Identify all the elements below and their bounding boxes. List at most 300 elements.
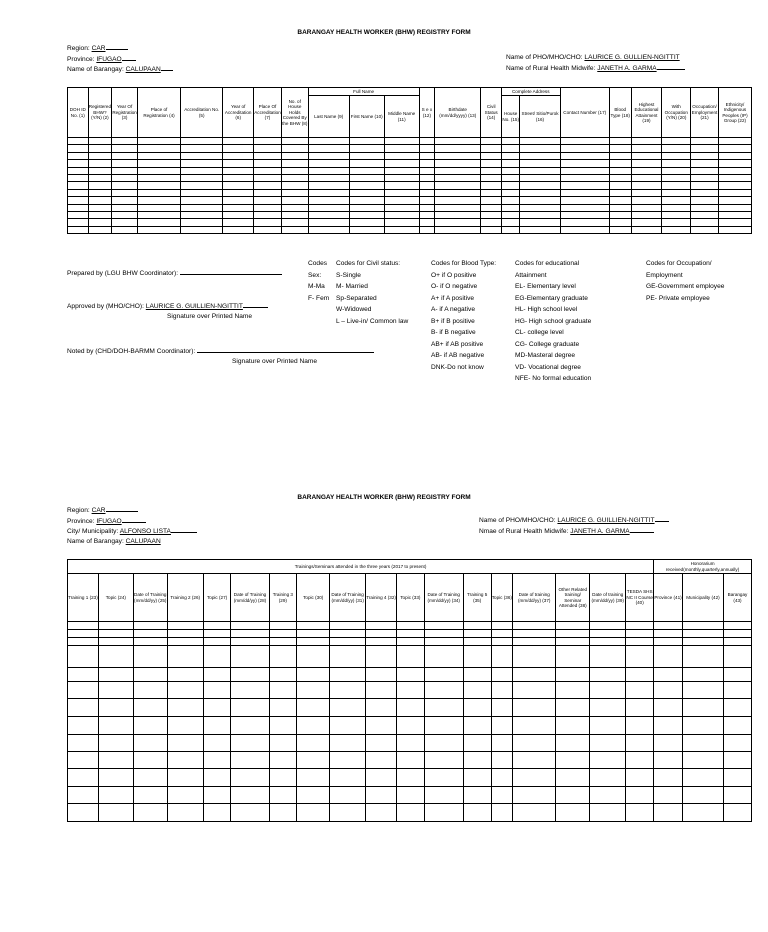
table-cell[interactable] xyxy=(297,682,330,699)
table-cell[interactable] xyxy=(556,622,590,630)
table-cell[interactable] xyxy=(435,197,481,204)
table-cell[interactable] xyxy=(491,717,513,735)
table-cell[interactable] xyxy=(349,189,384,196)
table-cell[interactable] xyxy=(724,717,752,735)
table-cell[interactable] xyxy=(254,197,282,204)
table-cell[interactable] xyxy=(501,174,520,181)
province-value-2[interactable]: IFUGAO xyxy=(96,517,122,525)
table-cell[interactable] xyxy=(330,804,366,822)
table-cell[interactable] xyxy=(297,804,330,822)
table-cell[interactable] xyxy=(556,638,590,646)
table-cell[interactable] xyxy=(281,152,308,159)
table-cell[interactable] xyxy=(419,226,434,233)
table-cell[interactable] xyxy=(662,138,691,145)
table-cell[interactable] xyxy=(133,646,167,668)
province-value[interactable]: IFUGAO xyxy=(96,55,122,63)
table-cell[interactable] xyxy=(366,735,397,752)
table-cell[interactable] xyxy=(463,646,491,668)
table-cell[interactable] xyxy=(590,804,626,822)
table-cell[interactable] xyxy=(631,197,662,204)
table-cell[interactable] xyxy=(203,630,231,638)
table-cell[interactable] xyxy=(112,204,138,211)
table-cell[interactable] xyxy=(724,752,752,769)
table-cell[interactable] xyxy=(513,717,556,735)
table-cell[interactable] xyxy=(626,638,654,646)
table-cell[interactable] xyxy=(269,787,297,804)
table-cell[interactable] xyxy=(167,804,203,822)
table-cell[interactable] xyxy=(513,638,556,646)
table-cell[interactable] xyxy=(203,682,231,699)
table-cell[interactable] xyxy=(297,787,330,804)
table-cell[interactable] xyxy=(223,189,254,196)
table-cell[interactable] xyxy=(384,189,419,196)
table-cell[interactable] xyxy=(137,152,180,159)
table-cell[interactable] xyxy=(501,189,520,196)
table-cell[interactable] xyxy=(481,204,502,211)
table-cell[interactable] xyxy=(181,167,223,174)
table-cell[interactable] xyxy=(424,769,463,787)
table-cell[interactable] xyxy=(424,717,463,735)
city-value[interactable]: ALFONSO LISTA xyxy=(119,528,171,536)
table-cell[interactable] xyxy=(424,622,463,630)
table-cell[interactable] xyxy=(481,145,502,152)
table-cell[interactable] xyxy=(590,682,626,699)
table-cell[interactable] xyxy=(682,699,723,717)
table-cell[interactable] xyxy=(137,167,180,174)
table-cell[interactable] xyxy=(724,630,752,638)
table-cell[interactable] xyxy=(463,769,491,787)
table-cell[interactable] xyxy=(513,668,556,682)
table-cell[interactable] xyxy=(435,145,481,152)
table-cell[interactable] xyxy=(254,204,282,211)
table-cell[interactable] xyxy=(384,204,419,211)
table-cell[interactable] xyxy=(223,226,254,233)
table-cell[interactable] xyxy=(68,752,99,769)
table-cell[interactable] xyxy=(481,160,502,167)
table-cell[interactable] xyxy=(654,630,683,638)
table-cell[interactable] xyxy=(481,226,502,233)
table-cell[interactable] xyxy=(68,668,99,682)
table-cell[interactable] xyxy=(223,145,254,152)
table-cell[interactable] xyxy=(384,226,419,233)
table-cell[interactable] xyxy=(626,804,654,822)
table-cell[interactable] xyxy=(231,787,269,804)
table-cell[interactable] xyxy=(520,174,560,181)
table-cell[interactable] xyxy=(88,145,112,152)
table-cell[interactable] xyxy=(366,787,397,804)
table-cell[interactable] xyxy=(68,174,89,181)
table-cell[interactable] xyxy=(691,167,719,174)
table-cell[interactable] xyxy=(513,699,556,717)
table-cell[interactable] xyxy=(626,735,654,752)
table-cell[interactable] xyxy=(349,152,384,159)
table-cell[interactable] xyxy=(167,735,203,752)
table-cell[interactable] xyxy=(330,622,366,630)
table-cell[interactable] xyxy=(590,638,626,646)
table-cell[interactable] xyxy=(463,752,491,769)
table-cell[interactable] xyxy=(631,138,662,145)
table-cell[interactable] xyxy=(481,167,502,174)
table-cell[interactable] xyxy=(724,787,752,804)
table-cell[interactable] xyxy=(501,152,520,159)
table-cell[interactable] xyxy=(435,204,481,211)
table-cell[interactable] xyxy=(654,717,683,735)
table-cell[interactable] xyxy=(98,735,133,752)
table-cell[interactable] xyxy=(520,226,560,233)
table-cell[interactable] xyxy=(718,189,751,196)
table-cell[interactable] xyxy=(223,182,254,189)
table-cell[interactable] xyxy=(98,752,133,769)
table-cell[interactable] xyxy=(556,682,590,699)
rhm-value[interactable]: JANETH A. GARMA xyxy=(597,64,657,72)
table-cell[interactable] xyxy=(281,145,308,152)
table-cell[interactable] xyxy=(137,160,180,167)
table-cell[interactable] xyxy=(112,152,138,159)
table-cell[interactable] xyxy=(167,622,203,630)
table-cell[interactable] xyxy=(269,735,297,752)
table-cell[interactable] xyxy=(590,735,626,752)
table-cell[interactable] xyxy=(88,138,112,145)
table-cell[interactable] xyxy=(491,668,513,682)
table-cell[interactable] xyxy=(366,752,397,769)
table-cell[interactable] xyxy=(297,769,330,787)
table-cell[interactable] xyxy=(419,211,434,218)
table-cell[interactable] xyxy=(609,204,631,211)
table-cell[interactable] xyxy=(133,638,167,646)
table-cell[interactable] xyxy=(68,152,89,159)
table-cell[interactable] xyxy=(654,769,683,787)
table-cell[interactable] xyxy=(137,145,180,152)
table-cell[interactable] xyxy=(281,167,308,174)
table-cell[interactable] xyxy=(631,189,662,196)
table-cell[interactable] xyxy=(231,717,269,735)
table-cell[interactable] xyxy=(691,219,719,226)
table-cell[interactable] xyxy=(167,699,203,717)
table-cell[interactable] xyxy=(68,167,89,174)
table-cell[interactable] xyxy=(231,735,269,752)
table-cell[interactable] xyxy=(520,204,560,211)
table-cell[interactable] xyxy=(384,160,419,167)
table-cell[interactable] xyxy=(231,682,269,699)
table-cell[interactable] xyxy=(654,646,683,668)
table-cell[interactable] xyxy=(682,682,723,699)
table-cell[interactable] xyxy=(463,787,491,804)
table-cell[interactable] xyxy=(98,646,133,668)
table-cell[interactable] xyxy=(68,638,99,646)
table-cell[interactable] xyxy=(631,145,662,152)
table-cell[interactable] xyxy=(491,804,513,822)
table-cell[interactable] xyxy=(181,189,223,196)
table-cell[interactable] xyxy=(501,197,520,204)
table-cell[interactable] xyxy=(68,182,89,189)
table-cell[interactable] xyxy=(366,638,397,646)
table-cell[interactable] xyxy=(662,152,691,159)
table-cell[interactable] xyxy=(396,638,424,646)
table-cell[interactable] xyxy=(269,638,297,646)
table-cell[interactable] xyxy=(724,668,752,682)
table-cell[interactable] xyxy=(112,197,138,204)
table-cell[interactable] xyxy=(396,682,424,699)
table-cell[interactable] xyxy=(112,189,138,196)
table-cell[interactable] xyxy=(691,138,719,145)
table-cell[interactable] xyxy=(223,138,254,145)
table-cell[interactable] xyxy=(590,668,626,682)
table-cell[interactable] xyxy=(556,717,590,735)
table-cell[interactable] xyxy=(419,182,434,189)
table-cell[interactable] xyxy=(691,204,719,211)
table-cell[interactable] xyxy=(631,219,662,226)
table-cell[interactable] xyxy=(366,717,397,735)
table-cell[interactable] xyxy=(556,804,590,822)
table-cell[interactable] xyxy=(718,211,751,218)
table-cell[interactable] xyxy=(501,145,520,152)
table-cell[interactable] xyxy=(435,160,481,167)
table-cell[interactable] xyxy=(68,189,89,196)
table-cell[interactable] xyxy=(384,145,419,152)
table-cell[interactable] xyxy=(223,152,254,159)
table-cell[interactable] xyxy=(724,735,752,752)
table-cell[interactable] xyxy=(590,630,626,638)
table-cell[interactable] xyxy=(349,145,384,152)
table-cell[interactable] xyxy=(112,145,138,152)
table-cell[interactable] xyxy=(133,630,167,638)
table-cell[interactable] xyxy=(297,622,330,630)
table-cell[interactable] xyxy=(112,160,138,167)
table-cell[interactable] xyxy=(68,211,89,218)
table-cell[interactable] xyxy=(718,138,751,145)
table-cell[interactable] xyxy=(167,717,203,735)
table-cell[interactable] xyxy=(654,682,683,699)
table-cell[interactable] xyxy=(231,622,269,630)
table-cell[interactable] xyxy=(203,668,231,682)
table-cell[interactable] xyxy=(98,699,133,717)
table-cell[interactable] xyxy=(203,622,231,630)
table-cell[interactable] xyxy=(682,787,723,804)
table-cell[interactable] xyxy=(691,160,719,167)
table-cell[interactable] xyxy=(366,646,397,668)
table-cell[interactable] xyxy=(396,646,424,668)
table-cell[interactable] xyxy=(269,668,297,682)
table-cell[interactable] xyxy=(308,189,349,196)
table-cell[interactable] xyxy=(590,699,626,717)
table-cell[interactable] xyxy=(181,174,223,181)
table-cell[interactable] xyxy=(513,646,556,668)
table-cell[interactable] xyxy=(349,182,384,189)
table-cell[interactable] xyxy=(463,682,491,699)
table-cell[interactable] xyxy=(662,189,691,196)
table-cell[interactable] xyxy=(133,735,167,752)
table-cell[interactable] xyxy=(626,646,654,668)
table-cell[interactable] xyxy=(88,189,112,196)
table-cell[interactable] xyxy=(254,167,282,174)
table-cell[interactable] xyxy=(231,630,269,638)
table-cell[interactable] xyxy=(297,752,330,769)
table-cell[interactable] xyxy=(590,717,626,735)
table-cell[interactable] xyxy=(556,769,590,787)
table-cell[interactable] xyxy=(181,152,223,159)
table-cell[interactable] xyxy=(463,717,491,735)
table-cell[interactable] xyxy=(308,204,349,211)
table-cell[interactable] xyxy=(68,197,89,204)
table-cell[interactable] xyxy=(88,211,112,218)
table-cell[interactable] xyxy=(560,160,609,167)
table-cell[interactable] xyxy=(254,219,282,226)
table-cell[interactable] xyxy=(181,182,223,189)
table-cell[interactable] xyxy=(560,174,609,181)
table-cell[interactable] xyxy=(281,219,308,226)
table-cell[interactable] xyxy=(330,646,366,668)
table-cell[interactable] xyxy=(269,622,297,630)
table-cell[interactable] xyxy=(330,752,366,769)
table-cell[interactable] xyxy=(254,189,282,196)
table-cell[interactable] xyxy=(68,735,99,752)
table-cell[interactable] xyxy=(98,717,133,735)
table-cell[interactable] xyxy=(297,717,330,735)
table-cell[interactable] xyxy=(491,769,513,787)
table-cell[interactable] xyxy=(281,138,308,145)
table-cell[interactable] xyxy=(254,145,282,152)
table-cell[interactable] xyxy=(724,622,752,630)
table-cell[interactable] xyxy=(654,735,683,752)
table-cell[interactable] xyxy=(491,699,513,717)
table-cell[interactable] xyxy=(68,204,89,211)
table-cell[interactable] xyxy=(98,769,133,787)
table-cell[interactable] xyxy=(560,204,609,211)
table-cell[interactable] xyxy=(556,752,590,769)
table-cell[interactable] xyxy=(463,735,491,752)
table-cell[interactable] xyxy=(481,219,502,226)
table-cell[interactable] xyxy=(133,787,167,804)
table-cell[interactable] xyxy=(269,646,297,668)
table-cell[interactable] xyxy=(501,167,520,174)
rhm-value-2[interactable]: JANETH A. GARMA xyxy=(570,527,630,535)
table-cell[interactable] xyxy=(231,752,269,769)
table-cell[interactable] xyxy=(137,174,180,181)
table-cell[interactable] xyxy=(384,211,419,218)
table-cell[interactable] xyxy=(654,668,683,682)
table-cell[interactable] xyxy=(203,769,231,787)
table-cell[interactable] xyxy=(682,717,723,735)
table-cell[interactable] xyxy=(112,226,138,233)
table-cell[interactable] xyxy=(419,204,434,211)
table-cell[interactable] xyxy=(682,735,723,752)
table-cell[interactable] xyxy=(501,226,520,233)
table-cell[interactable] xyxy=(691,197,719,204)
table-cell[interactable] xyxy=(366,668,397,682)
table-cell[interactable] xyxy=(223,197,254,204)
table-cell[interactable] xyxy=(435,226,481,233)
table-cell[interactable] xyxy=(691,182,719,189)
table-cell[interactable] xyxy=(609,197,631,204)
table-cell[interactable] xyxy=(68,226,89,233)
table-cell[interactable] xyxy=(520,189,560,196)
table-cell[interactable] xyxy=(98,804,133,822)
table-cell[interactable] xyxy=(654,699,683,717)
table-cell[interactable] xyxy=(501,211,520,218)
table-cell[interactable] xyxy=(330,630,366,638)
table-cell[interactable] xyxy=(254,138,282,145)
table-cell[interactable] xyxy=(724,699,752,717)
table-cell[interactable] xyxy=(281,182,308,189)
table-cell[interactable] xyxy=(556,668,590,682)
table-cell[interactable] xyxy=(419,219,434,226)
table-cell[interactable] xyxy=(384,174,419,181)
table-cell[interactable] xyxy=(718,167,751,174)
table-cell[interactable] xyxy=(349,167,384,174)
table-cell[interactable] xyxy=(223,219,254,226)
table-cell[interactable] xyxy=(254,182,282,189)
table-cell[interactable] xyxy=(609,152,631,159)
table-cell[interactable] xyxy=(435,174,481,181)
table-cell[interactable] xyxy=(396,699,424,717)
table-cell[interactable] xyxy=(68,145,89,152)
table-cell[interactable] xyxy=(626,752,654,769)
table-cell[interactable] xyxy=(308,167,349,174)
table-cell[interactable] xyxy=(424,804,463,822)
table-cell[interactable] xyxy=(297,630,330,638)
table-cell[interactable] xyxy=(330,769,366,787)
table-cell[interactable] xyxy=(435,189,481,196)
table-cell[interactable] xyxy=(424,638,463,646)
table-cell[interactable] xyxy=(435,211,481,218)
table-cell[interactable] xyxy=(396,630,424,638)
table-cell[interactable] xyxy=(463,699,491,717)
table-cell[interactable] xyxy=(112,219,138,226)
table-cell[interactable] xyxy=(520,167,560,174)
table-cell[interactable] xyxy=(556,630,590,638)
table-cell[interactable] xyxy=(609,182,631,189)
table-cell[interactable] xyxy=(133,699,167,717)
table-cell[interactable] xyxy=(520,219,560,226)
table-cell[interactable] xyxy=(88,152,112,159)
table-cell[interactable] xyxy=(513,735,556,752)
table-cell[interactable] xyxy=(181,138,223,145)
table-cell[interactable] xyxy=(481,152,502,159)
table-cell[interactable] xyxy=(396,735,424,752)
table-cell[interactable] xyxy=(560,211,609,218)
table-cell[interactable] xyxy=(167,646,203,668)
table-cell[interactable] xyxy=(203,646,231,668)
table-cell[interactable] xyxy=(556,699,590,717)
table-cell[interactable] xyxy=(609,160,631,167)
table-cell[interactable] xyxy=(626,668,654,682)
table-cell[interactable] xyxy=(308,138,349,145)
table-cell[interactable] xyxy=(112,167,138,174)
table-cell[interactable] xyxy=(590,752,626,769)
table-cell[interactable] xyxy=(384,167,419,174)
table-cell[interactable] xyxy=(167,787,203,804)
table-cell[interactable] xyxy=(137,219,180,226)
table-cell[interactable] xyxy=(419,167,434,174)
table-cell[interactable] xyxy=(231,646,269,668)
table-cell[interactable] xyxy=(520,160,560,167)
table-cell[interactable] xyxy=(133,804,167,822)
table-cell[interactable] xyxy=(435,152,481,159)
table-cell[interactable] xyxy=(556,646,590,668)
table-cell[interactable] xyxy=(520,138,560,145)
table-cell[interactable] xyxy=(330,699,366,717)
table-cell[interactable] xyxy=(330,668,366,682)
table-cell[interactable] xyxy=(724,804,752,822)
table-cell[interactable] xyxy=(181,145,223,152)
table-cell[interactable] xyxy=(513,622,556,630)
table-cell[interactable] xyxy=(419,160,434,167)
table-cell[interactable] xyxy=(281,204,308,211)
table-cell[interactable] xyxy=(481,189,502,196)
table-cell[interactable] xyxy=(560,138,609,145)
table-cell[interactable] xyxy=(98,682,133,699)
table-cell[interactable] xyxy=(68,622,99,630)
